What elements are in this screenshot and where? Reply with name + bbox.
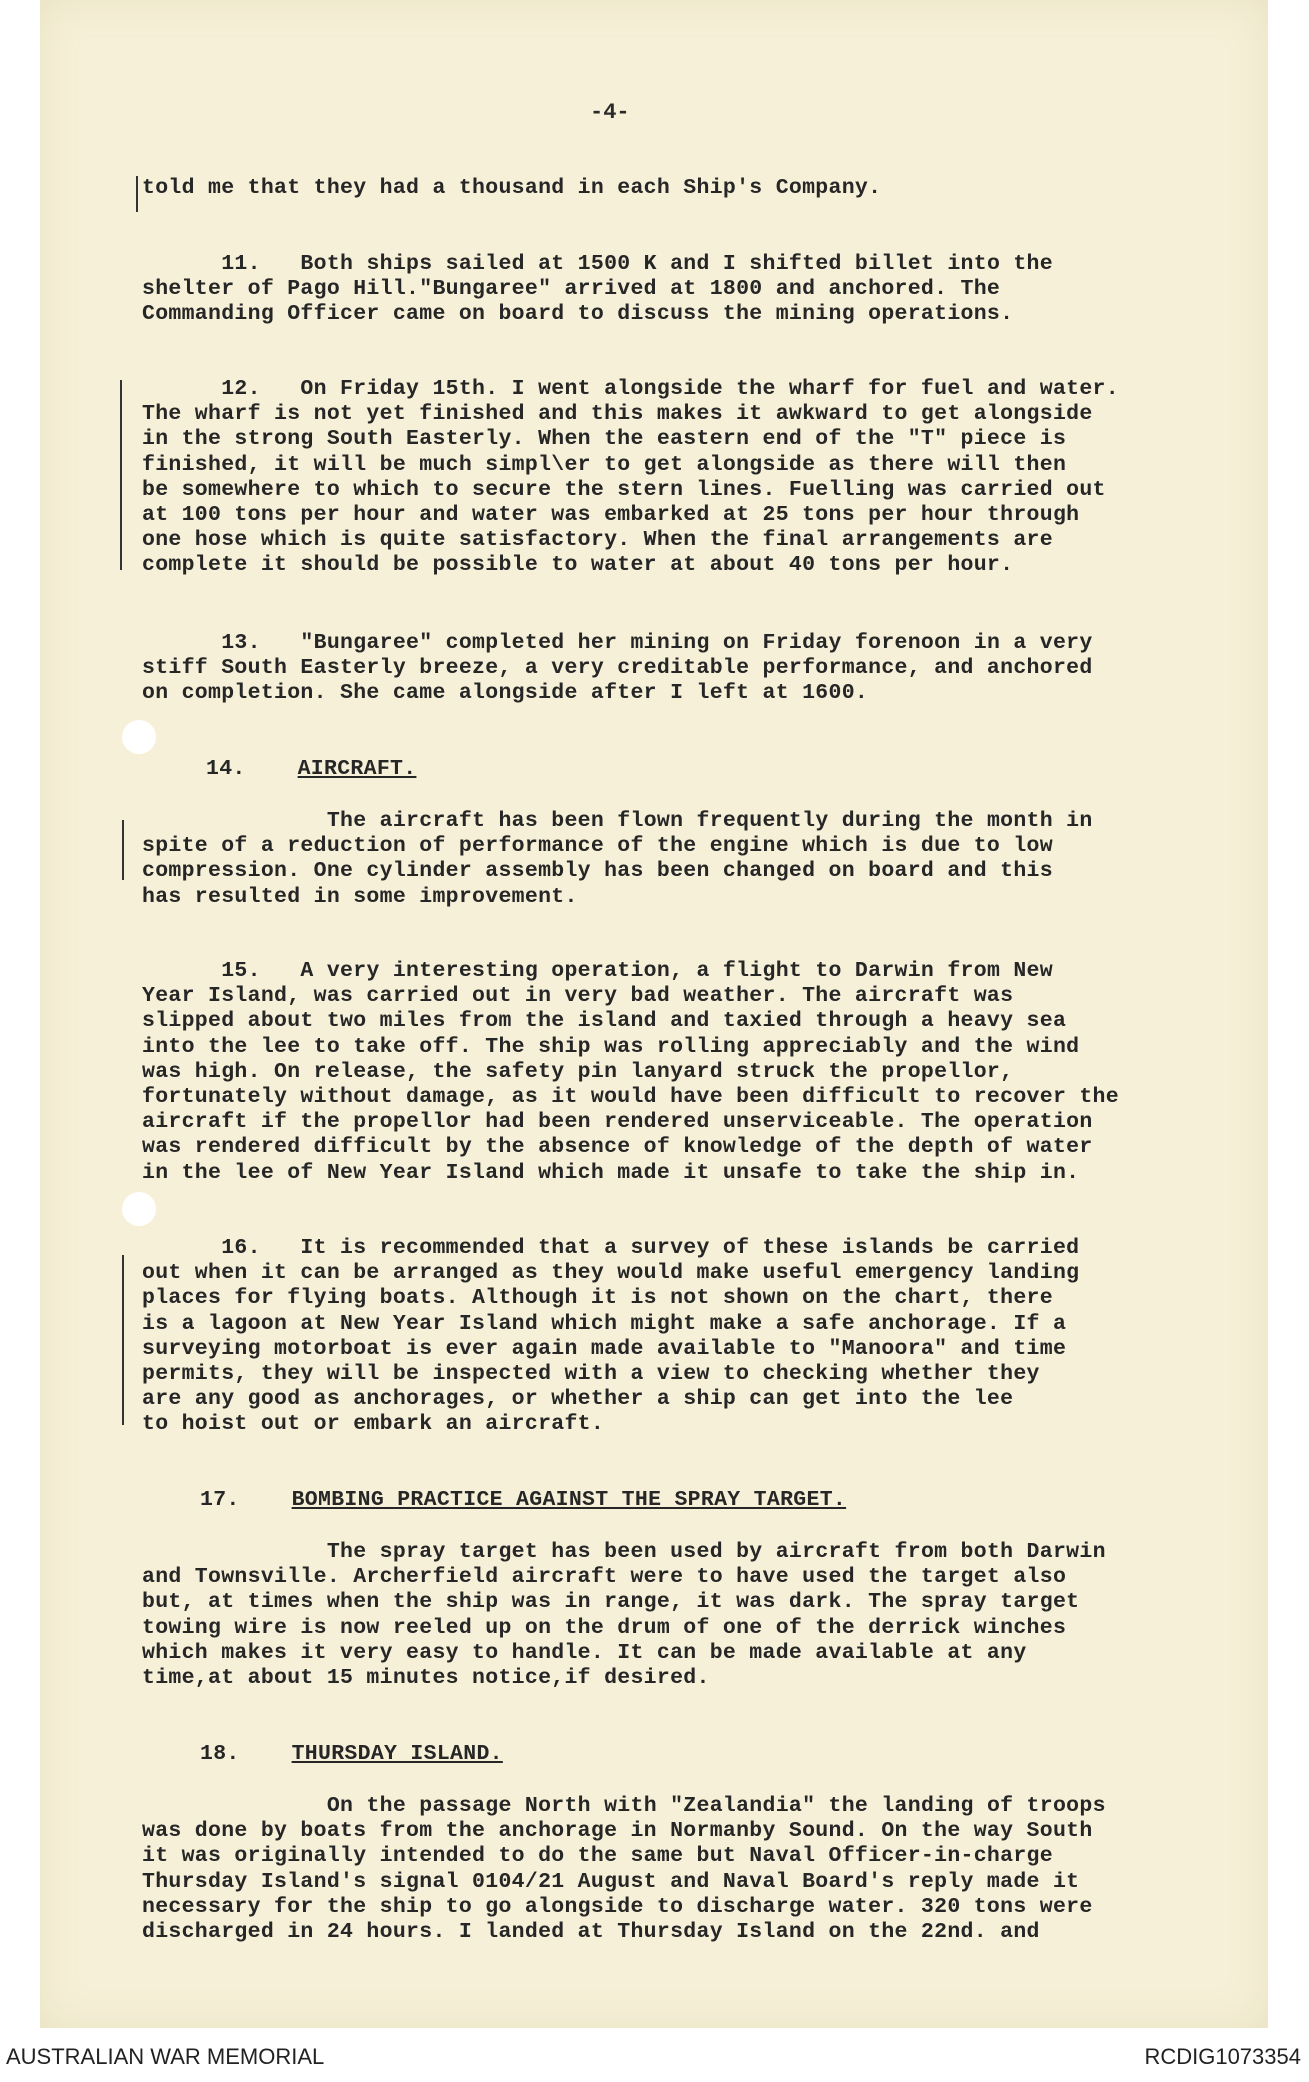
paragraph-15: 15. A very interesting operation, a flight to Darwin from New Year Island, was carried out in very bad weather. The aircraft was slipped about two miles from the island and taxied through a heavy sea into the lee to take off. The ship was rolling appreciably and the wind was high. On release, the safety pin lanyard struck the propellor, fortunately without damage, as it would have been difficult to recover the aircraft if the propellor had been rendered unserviceable. The operation was rendered difficult by the absence of knowledge of the depth of water in the lee of New Year Island which made it unsafe to take the ship in.: [142, 959, 1119, 1185]
paragraph-17: The spray target has been used by aircraft from both Darwin and Townsville. Archerfield aircraft were to have used the target also but, at times when the ship was in range, it was dark. The spray target towing wire is now reeled up on the drum of one of the derrick winches which makes it very easy to handle. It can be made available at any time,at about 15 minutes notice,if desired.: [142, 1540, 1106, 1691]
margin-bar: [120, 380, 122, 570]
heading-thursday-island: [200, 1742, 503, 1766]
heading-bombing-practice: [200, 1488, 846, 1512]
paragraph-18: On the passage North with "Zealandia" the landing of troops was done by boats from the anchorage in Normanby Sound. On the way South it was originally intended to do the same but Naval Officer-in-charge Thursday Island's signal 0104/21 August and Naval Board's reply made it necessary for the ship to go alongside to discharge water. 320 tons were discharged in 24 hours. I landed at Thursday Island on the 22nd. and: [142, 1794, 1106, 1945]
paragraph-16: 16. It is recommended that a survey of these islands be carried out when it can be arranged as they would make useful emergency landing places for flying boats. Although it is not shown on the chart, there is a lagoon at New Year Island which might make a safe anchorage. If a surveying motorboat is ever again made available to "Manoora" and time permits, they will be inspected with a view to checking whether they are any good as anchorages, or whether a ship can get into the lee to hoist out or embark an aircraft.: [142, 1236, 1080, 1437]
punch-hole: [122, 1192, 156, 1226]
heading-aircraft: [206, 757, 416, 781]
heading-title: BOMBING PRACTICE AGAINST THE SPRAY TARGET.: [291, 1488, 847, 1512]
paragraph-13: 13. "Bungaree" completed her mining on Friday forenoon in a very stiff South Easterly breeze, a very creditable performance, and anchored on completion. She came alongside after I left at 1600.: [142, 631, 1093, 706]
page-number: -4-: [590, 100, 630, 125]
heading-number: 14.: [206, 757, 246, 781]
heading-title: THURSDAY ISLAND.: [291, 1742, 503, 1766]
heading-number: 17.: [200, 1488, 240, 1512]
heading-number: 18.: [200, 1742, 240, 1766]
margin-bar: [122, 1255, 124, 1425]
heading-title: AIRCRAFT.: [297, 757, 417, 781]
paragraph-continuation: told me that they had a thousand in each Ship's Company.: [142, 176, 882, 200]
margin-bar: [136, 176, 138, 212]
footer-source: AUSTRALIAN WAR MEMORIAL: [6, 2044, 325, 2069]
paragraph-12: 12. On Friday 15th. I went alongside the wharf for fuel and water. The wharf is not yet finished and this makes it awkward to get alongside in the strong South Easterly. When the eastern end of the "T" piece is finished, it will be much simpl\er to get alongside as there will then be somewhere to which to secure the stern lines. Fuelling was carried out at 100 tons per hour and water was embarked at 25 tons per hour through one hose which is quite satisfactory. When the final arrangements are complete it should be possible to water at about 40 tons per hour.: [142, 377, 1119, 578]
paragraph-14: The aircraft has been flown frequently during the month in spite of a reduction of performance of the engine which is due to low compression. One cylinder assembly has been changed on board and this has resulted in some improvement.: [142, 809, 1093, 909]
footer-id: RCDIG1073354: [1144, 2044, 1301, 2069]
punch-hole: [122, 720, 156, 754]
paragraph-11: 11. Both ships sailed at 1500 K and I shifted billet into the shelter of Pago Hill."Bungaree" arrived at 1800 and anchored. The Commanding Officer came on board to discuss the mining operations.: [142, 252, 1053, 327]
margin-bar: [122, 820, 124, 880]
